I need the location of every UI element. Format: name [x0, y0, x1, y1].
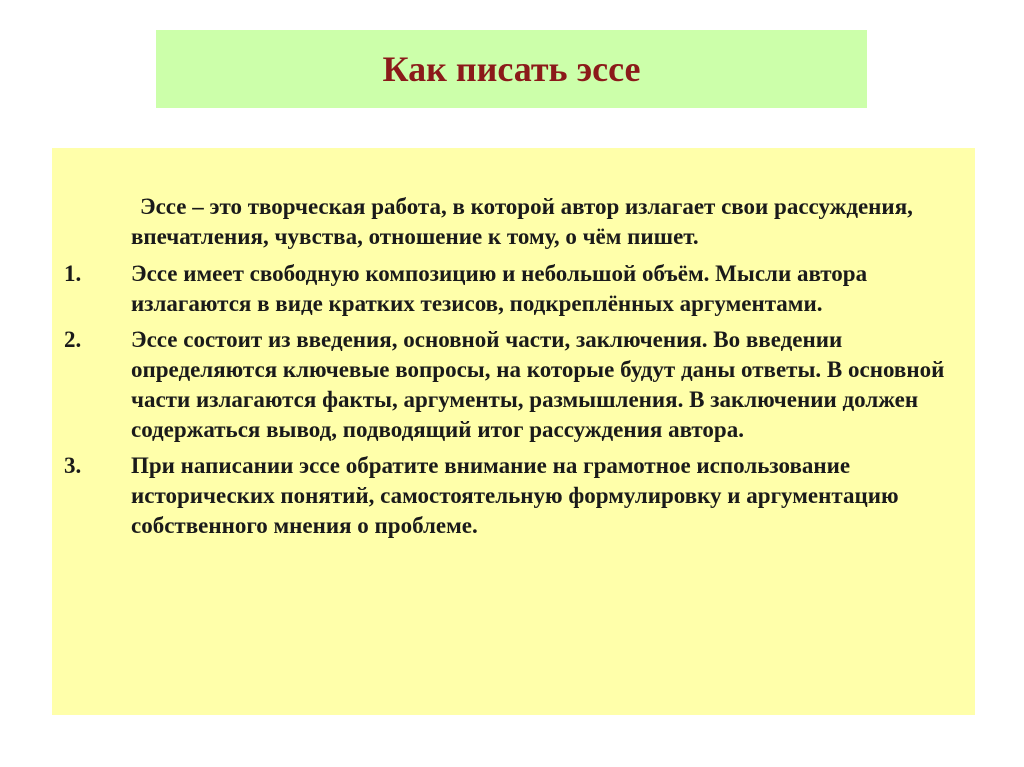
- list-item-number: 3.: [64, 453, 82, 478]
- list-item: [64, 259, 945, 319]
- slide-title: Как писать эссе: [382, 49, 641, 89]
- intro-paragraph: Эссе – это творческая работа, в которой автор излагает свои рассуждения, впечатления, чувства, отношение к тому, о чём пишет.: [131, 194, 913, 249]
- list-item-text: Эссе состоит из введения, основной части, заключения. Во введении определяются ключевые вопросы, на которые будут даны ответы. В основной части излагаются факты, аргументы, размышления. В заключении должен содержаться вывод, подводящий итог рассуждения автора.: [131, 327, 945, 442]
- list-item-text: Эссе имеет свободную композицию и небольшой объём. Мысли автора излагаются в виде кратких тезисов, подкреплённых аргументами.: [131, 261, 868, 316]
- title-banner: [156, 30, 867, 108]
- list-item-number: 1.: [64, 261, 82, 286]
- content-panel: [52, 148, 975, 715]
- list-item: [64, 325, 945, 445]
- list-item-text: При написании эссе обратите внимание на грамотное использование исторических понятий, самостоятельную формулировку и аргументацию собственного мнения о проблеме.: [131, 453, 899, 538]
- list-item: [64, 451, 945, 541]
- list-item-number: 2.: [64, 327, 82, 352]
